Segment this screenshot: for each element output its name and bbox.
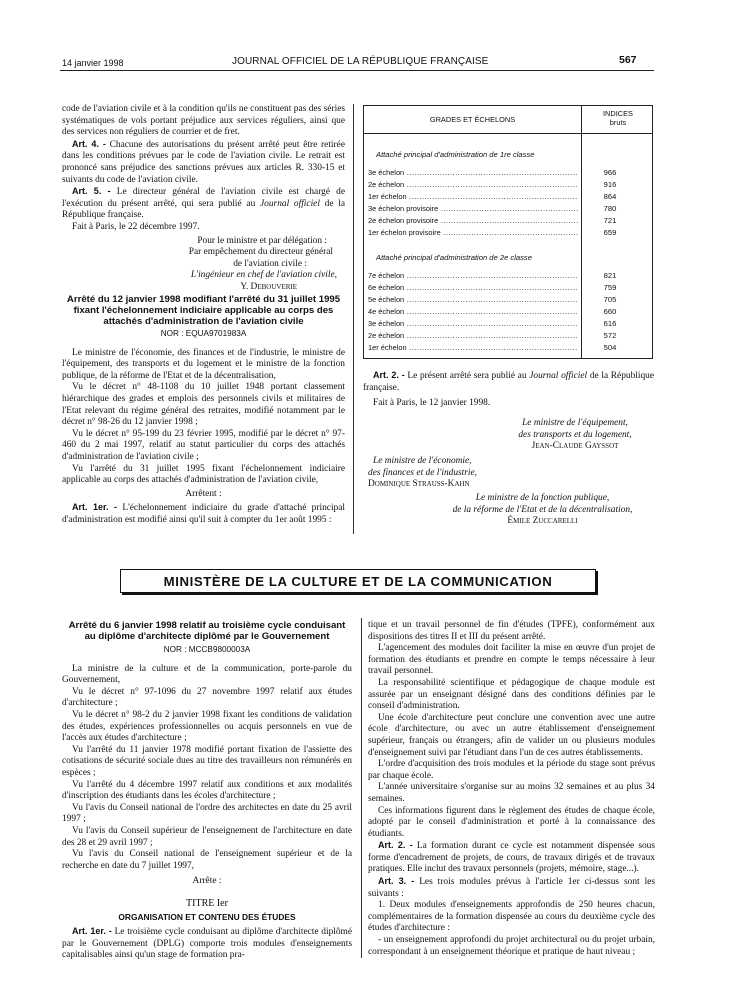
arrete-1: Arrêté du 12 janvier 1998 modifiant l'arrêté du 31 juillet 1995 fixant l'échelonnement indiciaire applicable au corps des attachés d'administration de l'aviation civile NOR : EQUA9701983A Le ministre de l'économie, des finances et de l'industrie, le ministre de l'équipement, des transports et du logement et le ministre de la fonction publique, de la réforme de l'Etat et de la décentralisation, Vu le décret n° 48-1108 du 10 juillet 1948 portant classement hiérarchique des grades et emplois des personnels civils et militaires de l'Etat relevant du régime général des retraites, modifié notamment par le décret n° 98-26 du 12 janvier 1998 ; Vu le décret n° 95-199 du 23 février 1995, modifié par le décret n° 97-460 du 2 mai 1997, relatif au statut particulier du corps des attachés d'administration de l'aviation civile ; Vu l'arrêté du 31 juillet 1995 fixant l'échelonnement indiciaire applicable au corps des attachés d'administration de l'aviation civile, Arrêtent : Art. 1er. - L'échelonnement indiciaire du grade d'attaché principal d'administration est modifié ainsi qu'il suit à compter du 1er août 1995 : [62, 294, 346, 525]
table-row-value: 916 [603, 180, 617, 189]
table-row-label: 6e échelon ..... [368, 283, 578, 292]
left-column-top [62, 104, 345, 294]
table-row-label: 4e échelon ..... [368, 307, 578, 316]
paragraph: code de l'aviation civile et à la condition qu'ils ne constituent pas des séries systématiques de vols portant préjudice aux services réguliers, ainsi que des services non réguliers de courrier et de fret. [62, 104, 345, 138]
header-rule [60, 70, 654, 71]
table-row-value: 721 [603, 216, 617, 225]
table-row-label: 3e échelon ..... [368, 319, 578, 328]
table-header-grades: GRADES ET ÉCHELONS [429, 115, 516, 124]
table-row-value: 504 [603, 343, 617, 352]
indices-table [363, 105, 653, 359]
signature-3: Le ministre de la fonction publique, de la réforme de l'Etat et de la décentralisation, Émile Zuccarelli [452, 493, 633, 527]
table-row-label: 3e échelon ..... [368, 168, 578, 177]
table-row-value: 659 [603, 228, 617, 237]
table-row-value: 966 [603, 168, 617, 177]
table-row-label: 3e échelon provisoire ..... [368, 204, 578, 213]
table-row-value: 616 [603, 319, 617, 328]
arrete-1-title: Arrêté du 12 janvier 1998 modifiant l'arrêté du 31 juillet 1995 fixant l'échelonnement indiciaire applicable au corps des attachés d'administration de l'aviation civile [66, 294, 341, 327]
article-5: Art. 5. - Le directeur général de l'aviation civile est chargé de l'exécution du présent arrêté, qui sera publié au Journal officiel de la République française. [62, 186, 346, 221]
table-row-label: 2e échelon provisoire ..... [368, 216, 578, 225]
table-row-label: 2e échelon ..... [368, 331, 578, 340]
table-row-label: 1er échelon ..... [368, 343, 578, 352]
page-number: 567 [619, 54, 637, 66]
arrete-2-nor: NOR : MCCB9800003A [163, 645, 251, 654]
table-section-1: Attaché principal d'administration de 1re classe [376, 150, 535, 159]
table-row-value: 660 [603, 307, 617, 316]
arrete-2-title: Arrêté du 6 janvier 1998 relatif au troisième cycle conduisant au diplôme d'architecte diplômé par le Gouvernement [68, 620, 346, 642]
table-row-label: 2e échelon ..... [368, 180, 578, 189]
article-3-culture: Art. 3. - Les trois modules prévus à l'article 1er ci-dessus sont les suivants : [368, 876, 655, 899]
arrete-1-nor: NOR : EQUA9701983A [160, 329, 247, 338]
table-row-value: 705 [603, 295, 617, 304]
titre-subheading: ORGANISATION ET CONTENU DES ÉTUDES [118, 912, 296, 923]
table-row-value: 821 [603, 271, 617, 280]
arrete-2-article-1: Art. 1er. - Le troisième cycle conduisant au diplôme d'architecte diplômé par le Gouvernement (DPLG) comporte trois modules d'enseignements capitalisables ainsi qu'un stage de formation pra- [62, 926, 353, 961]
table-header-indices: INDICES bruts [603, 109, 633, 127]
right-column-bottom: tique et un travail personnel de fin d'études (TPFE), conformément aux dispositions des titres II et III du présent arrêté. L'agencement des modules doit faciliter la mise en œuvre d'un projet de formation des étudiants et prendre en compte le temps nécessaire à leur travail personnel. La responsabilité scientifique et pédagogique de chaque module est assurée par un enseignant désigné dans des conditions définies par le conseil d'administration. Une école d'architecture peut conclure une convention avec une autre école d'architecture, ou avec un autre établissement d'enseignement supérieur, français ou étrangers, afin de valider un ou plusieurs modules d'enseignement suivi par l'étudiant dans l'un de ces autres établissements. L'ordre d'acquisition des trois modules et la période du stage sont prévus par chaque école. L'année universitaire s'organise sur au moins 32 semaines et au plus 34 semaines. Ces informations figurent dans le règlement des études de chaque école, adopté par le conseil d'administration et porté à la connaissance des étudiants. Art. 2. - La formation durant ce cycle est notamment dispensée sous forme d'encadrement de projets, de cours, de travaux dirigés et de travaux pratiques. Elle inclut des travaux personnels (projets, mémoire, stage...). Art. 3. - Les trois modules prévus à l'article 1er ci-dessus sont les suivants : 1. Deux modules d'enseignements approfondis de 250 heures chacun, complémentaires de la formation dispensée au cours du deuxième cycle des études d'architecture : - un enseignement approfondi du projet architectural ou du projet urbain, correspondant à un enseignement théorique et pratique de haut niveau ; [368, 620, 655, 957]
table-row-value: 780 [603, 204, 617, 213]
signature-1: Le ministre de l'équipement, des transports et du logement, Jean-Claude Gayssot [518, 418, 632, 452]
column-divider-bottom [361, 618, 362, 958]
table-section-2: Attaché principal d'administration de 2e classe [376, 253, 532, 262]
fait-a-paris: Fait à Paris, le 22 décembre 1997. [72, 221, 200, 232]
table-row-value: 572 [603, 331, 617, 340]
article-2: Art. 2. - Le présent arrêté sera publié au Journal officiel de la République française. [363, 370, 655, 393]
ministry-heading: MINISTÈRE DE LA CULTURE ET DE LA COMMUNICATION [120, 569, 596, 593]
header-date: 14 janvier 1998 [62, 58, 124, 68]
header-journal-title: JOURNAL OFFICIEL DE LA RÉPUBLIQUE FRANÇAISE [232, 56, 489, 67]
table-row-label: 1er échelon provisoire ..... [368, 228, 578, 237]
article-2-culture: Art. 2. - La formation durant ce cycle est notamment dispensée sous forme d'encadrement de projets, de cours, de travaux dirigés et de travaux pratiques. Elle inclut des travaux personnels (projets, mémoire, stage...). [368, 840, 655, 875]
arrete-1-article-1: Art. 1er. - L'échelonnement indiciaire du grade d'attaché principal d'administration est modifié ainsi qu'il suit à compter du 1er août 1995 : [62, 502, 346, 525]
table-row-label: 5e échelon ..... [368, 295, 578, 304]
article-4: Art. 4. - Chacune des autorisations du présent arrêté peut être retirée dans les conditions prévues par le code de l'aviation civile. Le retrait est prononcé sans préjudice des sanctions prévues aux articles R. 330-15 et suivants du code de l'aviation civile. [62, 138, 345, 185]
table-row-value: 759 [603, 283, 617, 292]
signature-2: Le ministre de l'économie, des finances et de l'industrie, Dominique Strauss-Kahn [368, 456, 478, 490]
arrete-2: Arrêté du 6 janvier 1998 relatif au troisième cycle conduisant au diplôme d'architecte diplômé par le Gouvernement NOR : MCCB9800003A La ministre de la culture et de la communication, porte-parole du Gouvernement, Vu le décret n° 97-1096 du 27 novembre 1997 relatif aux études d'architecture ; Vu le décret n° 98-2 du 2 janvier 1998 fixant les conditions de validation des études, expériences professionnelles ou acquis personnels en vue de l'accès aux études d'architecture ; Vu l'arrêté du 11 janvier 1978 modifié portant fixation de l'assiette des cotisations de sécurité sociale dues au titre des travailleurs non rémunérés en espèces ; Vu l'arrêté du 4 décembre 1997 relatif aux conditions et aux modalités d'inscription des étudiants dans les écoles d'architecture ; Vu l'avis du Conseil national de l'ordre des architectes en date du 25 avril 1997 ; Vu l'avis du Conseil supérieur de l'enseignement de l'architecture en date des 28 et 29 avril 1997 ; Vu l'avis du Conseil national de l'enseignement supérieur et de la recherche en date du 7 juillet 1997, Arrête : TITRE Ier ORGANISATION ET CONTENU DES ÉTUDES Art. 1er. - Le troisième cycle conduisant au diplôme d'architecte diplômé par le Gouvernement (DPLG) comporte trois modules d'enseignements capitalisables ainsi qu'un stage de formation pra- [62, 620, 353, 961]
table-header [364, 106, 652, 134]
column-divider-top [353, 104, 354, 534]
signature-block: Pour le ministre et par délégation : Par empêchement du directeur général de l'aviation civile : L'ingénieur en chef de l'aviation civile, Y. Debouverie [188, 235, 337, 292]
table-row-label: 1er échelon ..... [368, 192, 578, 201]
right-column-top: Art. 2. - Le présent arrêté sera publié au Journal officiel de la République française. Fait à Paris, le 12 janvier 1998. [363, 370, 655, 409]
table-row-value: 864 [603, 192, 617, 201]
table-row-label: 7e échelon ..... [368, 271, 578, 280]
titre-heading: TITRE Ier [186, 897, 228, 909]
